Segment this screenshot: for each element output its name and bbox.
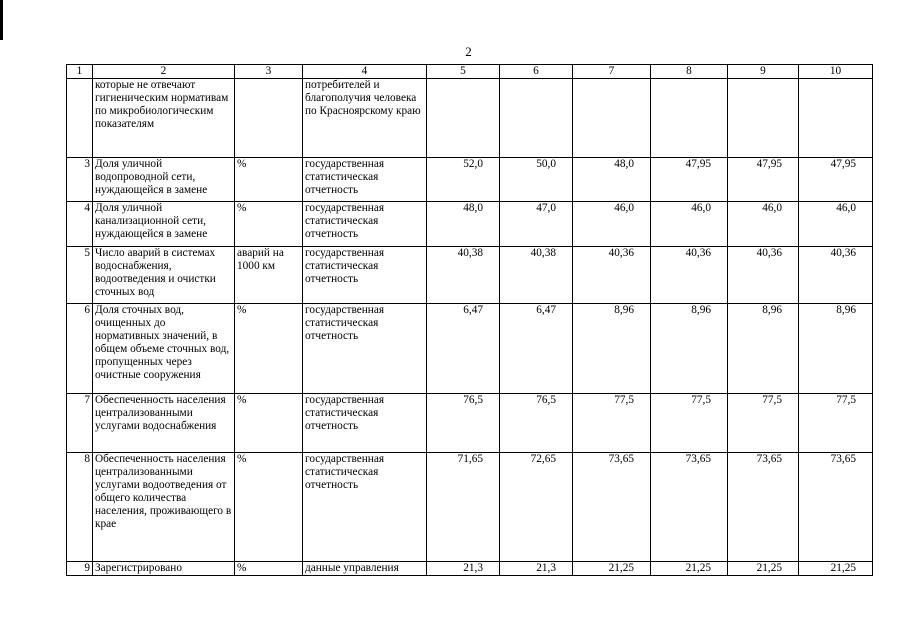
value-cell: 77,5 bbox=[651, 394, 728, 453]
indicator-name-cell: Доля сточных вод, очищенных до нормативных значений, в общем объеме сточных вод, пропущенных через очистные сооружения bbox=[93, 304, 235, 394]
unit-cell bbox=[235, 79, 303, 158]
unit-cell: % bbox=[235, 202, 303, 247]
row-number-cell: 9 bbox=[67, 562, 93, 576]
value-cell: 21,25 bbox=[573, 562, 651, 576]
value-cell: 47,95 bbox=[728, 158, 799, 202]
row-number-cell: 8 bbox=[67, 453, 93, 562]
value-cell: 73,65 bbox=[728, 453, 799, 562]
value-cell: 46,0 bbox=[573, 202, 651, 247]
value-cell bbox=[651, 79, 728, 158]
unit-cell: % bbox=[235, 562, 303, 576]
value-cell: 6,47 bbox=[427, 304, 500, 394]
value-cell: 8,96 bbox=[573, 304, 651, 394]
unit-cell: % bbox=[235, 394, 303, 453]
unit-cell: аварий на 1000 км bbox=[235, 247, 303, 304]
value-cell: 40,36 bbox=[799, 247, 873, 304]
value-cell: 40,36 bbox=[651, 247, 728, 304]
unit-cell: % bbox=[235, 158, 303, 202]
value-cell: 52,0 bbox=[427, 158, 500, 202]
indicator-name-cell: Доля уличной водопроводной сети, нуждающейся в замене bbox=[93, 158, 235, 202]
value-cell: 77,5 bbox=[573, 394, 651, 453]
value-cell bbox=[427, 79, 500, 158]
unit-cell: % bbox=[235, 304, 303, 394]
table-row bbox=[67, 79, 873, 158]
value-cell: 76,5 bbox=[427, 394, 500, 453]
scan-edge-mark bbox=[0, 0, 3, 40]
source-cell: государственная статистическая отчетность bbox=[303, 247, 427, 304]
value-cell: 73,65 bbox=[573, 453, 651, 562]
row-number-cell bbox=[67, 79, 93, 158]
indicator-name-cell: которые не отвечают гигиеническим нормативам по микробиологическим показателям bbox=[93, 79, 235, 158]
value-cell: 46,0 bbox=[799, 202, 873, 247]
row-number-cell: 6 bbox=[67, 304, 93, 394]
value-cell: 21,3 bbox=[427, 562, 500, 576]
value-cell: 8,96 bbox=[728, 304, 799, 394]
indicators-table bbox=[66, 64, 873, 576]
value-cell: 46,0 bbox=[651, 202, 728, 247]
value-cell: 46,0 bbox=[728, 202, 799, 247]
column-number-row bbox=[67, 65, 873, 79]
indicator-name-cell: Обеспеченность населения централизованными услугами водоснабжения bbox=[93, 394, 235, 453]
value-cell bbox=[573, 79, 651, 158]
column-header: 4 bbox=[303, 65, 427, 79]
source-cell: государственная статистическая отчетность bbox=[303, 304, 427, 394]
value-cell: 21,25 bbox=[799, 562, 873, 576]
source-cell: государственная статистическая отчетность bbox=[303, 202, 427, 247]
table-row bbox=[67, 304, 873, 394]
indicator-name-cell: Число аварий в системах водоснабжения, водоотведения и очистки сточных вод bbox=[93, 247, 235, 304]
column-header: 7 bbox=[573, 65, 651, 79]
value-cell: 47,95 bbox=[799, 158, 873, 202]
row-number-cell: 3 bbox=[67, 158, 93, 202]
value-cell: 50,0 bbox=[500, 158, 573, 202]
value-cell: 6,47 bbox=[500, 304, 573, 394]
table-row bbox=[67, 394, 873, 453]
value-cell: 48,0 bbox=[573, 158, 651, 202]
value-cell: 48,0 bbox=[427, 202, 500, 247]
value-cell: 73,65 bbox=[651, 453, 728, 562]
value-cell: 40,36 bbox=[573, 247, 651, 304]
table-row bbox=[67, 453, 873, 562]
column-header: 2 bbox=[93, 65, 235, 79]
value-cell: 73,65 bbox=[799, 453, 873, 562]
page-number: 2 bbox=[465, 44, 472, 59]
value-cell: 77,5 bbox=[799, 394, 873, 453]
column-header: 1 bbox=[67, 65, 93, 79]
source-cell: данные управления bbox=[303, 562, 427, 576]
value-cell: 40,36 bbox=[728, 247, 799, 304]
table-row bbox=[67, 247, 873, 304]
unit-cell: % bbox=[235, 453, 303, 562]
value-cell: 47,0 bbox=[500, 202, 573, 247]
source-cell: государственная статистическая отчетность bbox=[303, 453, 427, 562]
table-row bbox=[67, 562, 873, 576]
value-cell: 8,96 bbox=[799, 304, 873, 394]
value-cell: 8,96 bbox=[651, 304, 728, 394]
value-cell bbox=[500, 79, 573, 158]
row-number-cell: 5 bbox=[67, 247, 93, 304]
value-cell bbox=[799, 79, 873, 158]
column-header: 6 bbox=[500, 65, 573, 79]
table-row bbox=[67, 202, 873, 247]
indicator-name-cell: Обеспеченность населения централизованными услугами водоотведения от общего количества населения, проживающего в крае bbox=[93, 453, 235, 562]
row-number-cell: 4 bbox=[67, 202, 93, 247]
value-cell: 21,3 bbox=[500, 562, 573, 576]
source-cell: государственная статистическая отчетность bbox=[303, 394, 427, 453]
table-row bbox=[67, 158, 873, 202]
source-cell: государственная статистическая отчетность bbox=[303, 158, 427, 202]
value-cell: 47,95 bbox=[651, 158, 728, 202]
value-cell: 77,5 bbox=[728, 394, 799, 453]
value-cell: 76,5 bbox=[500, 394, 573, 453]
column-header: 5 bbox=[427, 65, 500, 79]
value-cell: 40,38 bbox=[500, 247, 573, 304]
indicator-name-cell: Зарегистрировано bbox=[93, 562, 235, 576]
source-cell: потребителей и благополучия человека по Красноярскому краю bbox=[303, 79, 427, 158]
column-header: 8 bbox=[651, 65, 728, 79]
value-cell: 72,65 bbox=[500, 453, 573, 562]
value-cell: 21,25 bbox=[728, 562, 799, 576]
indicator-name-cell: Доля уличной канализационной сети, нуждающейся в замене bbox=[93, 202, 235, 247]
value-cell bbox=[728, 79, 799, 158]
value-cell: 40,38 bbox=[427, 247, 500, 304]
value-cell: 21,25 bbox=[651, 562, 728, 576]
column-header: 3 bbox=[235, 65, 303, 79]
column-header: 9 bbox=[728, 65, 799, 79]
column-header: 10 bbox=[799, 65, 873, 79]
row-number-cell: 7 bbox=[67, 394, 93, 453]
value-cell: 71,65 bbox=[427, 453, 500, 562]
